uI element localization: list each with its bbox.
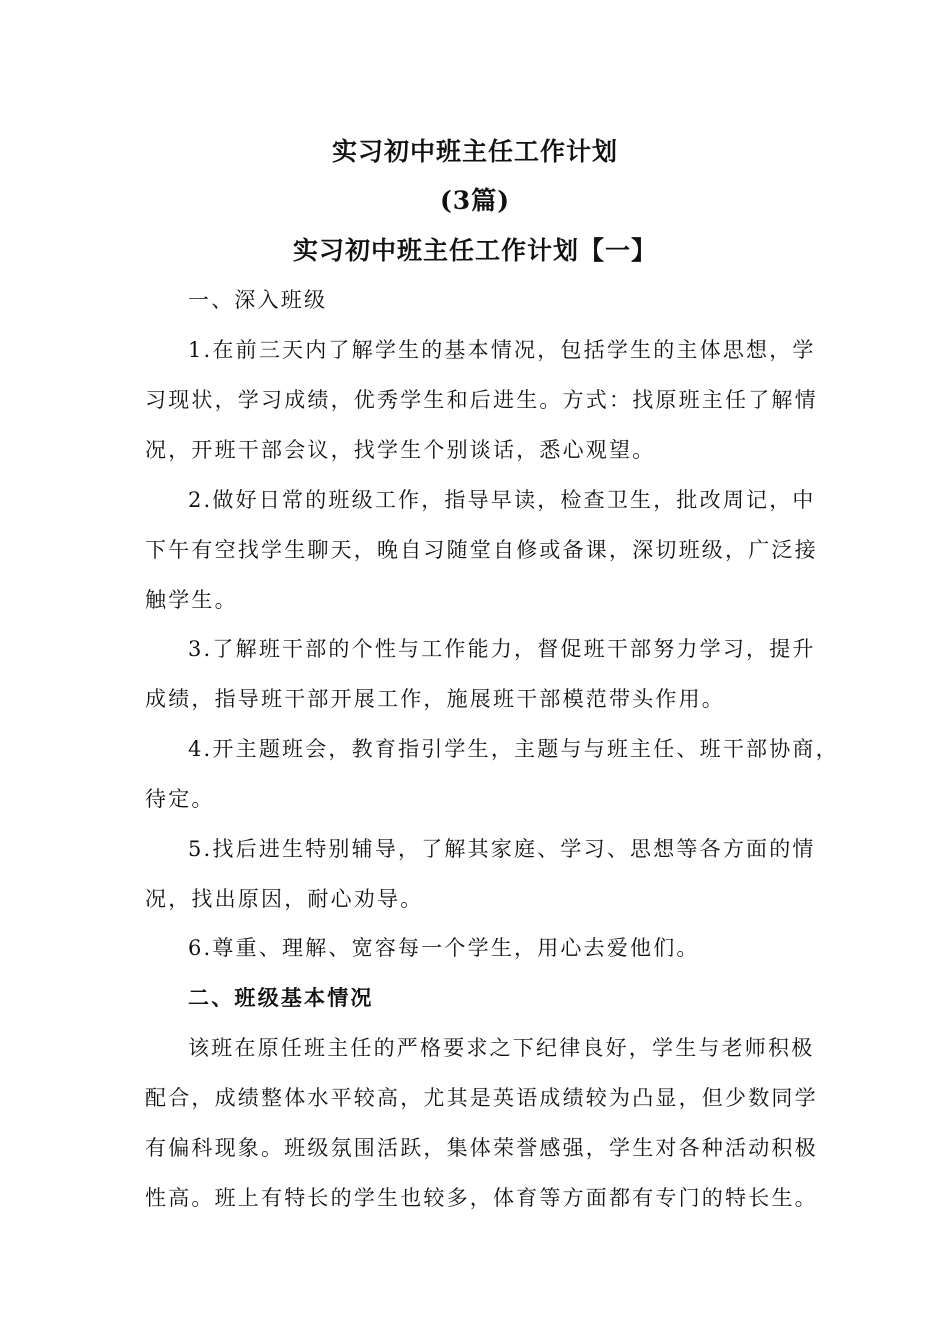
paragraph-line: 成绩，指导班干部开展工作，施展班干部模范带头作用。 <box>145 687 725 711</box>
paragraph-line: 配合，成绩整体水平较高，尤其是英语成绩较为凸显，但少数同学 <box>145 1086 818 1110</box>
paragraph-line: 6.尊重、理解、宽容每一个学生，用心去爱他们。 <box>188 936 700 960</box>
paragraph-line: 待定。 <box>145 787 215 811</box>
paragraph-line: 1.在前三天内了解学生的基本情况，包括学生的主体思想，学 <box>188 338 816 362</box>
paragraph-line: 习现状，学习成绩，优秀学生和后进生。方式：找原班主任了解情 <box>145 388 818 412</box>
paragraph-line: 5.找后进生特别辅导，了解其家庭、学习、思想等各方面的情 <box>188 837 816 861</box>
paragraph-line: 触学生。 <box>145 588 238 612</box>
paragraph-line: 况，找出原因，耐心劝导。 <box>145 887 424 911</box>
heading-line: 一、深入班级 <box>188 288 328 312</box>
paragraph-line: 4.开主题班会，教育指引学生，主题与与班主任、班干部协商， <box>188 737 839 761</box>
paragraph-line: 有偏科现象。班级氛围活跃，集体荣誉感强，学生对各种活动积极 <box>145 1136 818 1160</box>
paragraph-line: 2.做好日常的班级工作，指导早读，检查卫生，批改周记，中 <box>188 488 816 512</box>
paragraph-line: 下午有空找学生聊天，晚自习随堂自修或备课，深切班级，广泛接 <box>145 538 818 562</box>
paragraph-line: 况，开班干部会议，找学生个别谈话，悉心观望。 <box>145 438 656 462</box>
paragraph-line: 3.了解班干部的个性与工作能力，督促班干部努力学习，提升 <box>188 637 816 661</box>
document-subtitle: (3篇) <box>439 186 511 215</box>
paragraph-line: 该班在原任班主任的严格要求之下纪律良好，学生与老师积极 <box>188 1036 815 1060</box>
document-title: 实习初中班主任工作计划 <box>331 137 618 166</box>
heading-line: 二、班级基本情况 <box>188 985 374 1010</box>
paragraph-line: 性高。班上有特长的学生也较多，体育等方面都有专门的特长生。 <box>145 1186 818 1210</box>
section-title: 实习初中班主任工作计划【一】 <box>292 236 657 265</box>
